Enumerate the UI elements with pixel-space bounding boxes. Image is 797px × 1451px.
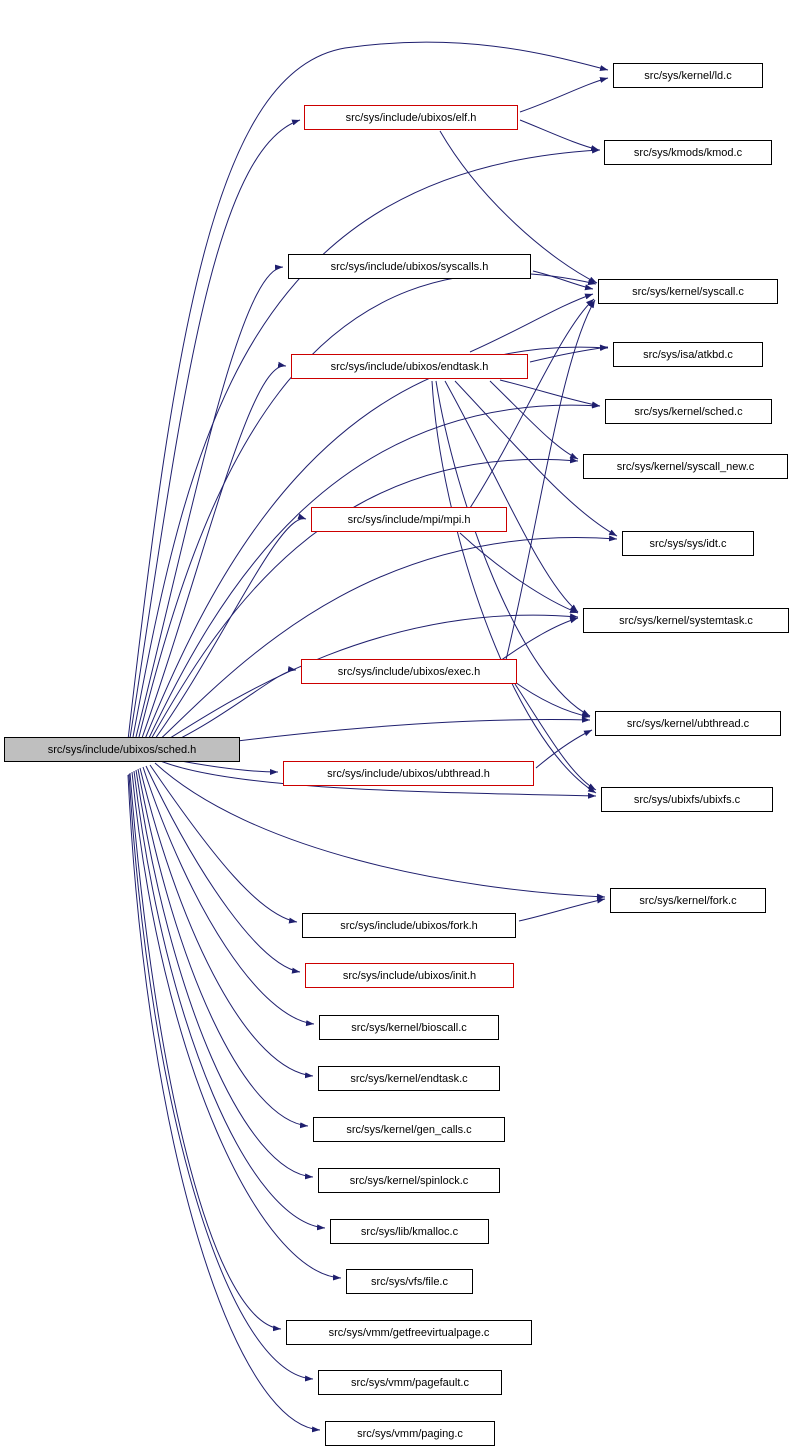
node-label: src/sys/include/ubixos/sched.h (47, 743, 197, 756)
node-label: src/sys/isa/atkbd.c (643, 348, 733, 361)
node-label: src/sys/vfs/file.c (370, 1275, 448, 1288)
node-label: src/sys/kernel/ld.c (644, 69, 732, 82)
node-file-c[interactable] (346, 1269, 473, 1294)
node-label: src/sys/vmm/getfreevirtualpage.c (328, 1326, 490, 1339)
node-label: src/sys/kernel/endtask.c (350, 1072, 468, 1085)
node-exec-h[interactable] (301, 659, 517, 684)
node-sched-c[interactable] (605, 399, 772, 424)
node-elf-h[interactable] (304, 105, 518, 130)
node-spinlock-c[interactable] (318, 1168, 500, 1193)
node-label: src/sys/ubixfs/ubixfs.c (633, 793, 741, 806)
node-fork-h[interactable] (302, 913, 516, 938)
node-label: src/sys/lib/kmalloc.c (360, 1225, 459, 1238)
node-label: src/sys/include/ubixos/exec.h (337, 665, 481, 678)
node-label: src/sys/kernel/sched.c (634, 405, 743, 418)
node-label: src/sys/vmm/paging.c (357, 1427, 463, 1440)
node-label: src/sys/include/ubixos/fork.h (340, 919, 478, 932)
node-mpi-h[interactable] (311, 507, 507, 532)
node-ubthread-c[interactable] (595, 711, 781, 736)
node-syscall-c[interactable] (598, 279, 778, 304)
node-init-h[interactable] (305, 963, 514, 988)
node-kmalloc-c[interactable] (330, 1219, 489, 1244)
node-paging-c[interactable] (325, 1421, 495, 1446)
node-label: src/sys/kernel/syscall.c (632, 285, 744, 298)
node-label: src/sys/vmm/pagefault.c (351, 1376, 469, 1389)
node-bioscall-c[interactable] (319, 1015, 499, 1040)
node-sched-h[interactable] (4, 737, 240, 762)
node-label: src/sys/include/ubixos/ubthread.h (327, 767, 490, 780)
node-label: src/sys/kernel/ubthread.c (626, 717, 750, 730)
node-label: src/sys/kernel/fork.c (639, 894, 737, 907)
node-pagefault-c[interactable] (318, 1370, 502, 1395)
node-label: src/sys/include/ubixos/syscalls.h (330, 260, 489, 273)
node-label: src/sys/kernel/gen_calls.c (346, 1123, 472, 1136)
node-label: src/sys/include/ubixos/endtask.h (330, 360, 489, 373)
node-endtask-h[interactable] (291, 354, 528, 379)
node-systemtask-c[interactable] (583, 608, 789, 633)
node-gen-calls-c[interactable] (313, 1117, 505, 1142)
node-label: src/sys/kernel/syscall_new.c (616, 460, 755, 473)
node-label: src/sys/kernel/bioscall.c (351, 1021, 467, 1034)
node-label: src/sys/sys/idt.c (649, 537, 727, 550)
node-ubixfs-c[interactable] (601, 787, 773, 812)
node-label: src/sys/kernel/systemtask.c (619, 614, 753, 627)
node-syscall-new-c[interactable] (583, 454, 788, 479)
node-idt-c[interactable] (622, 531, 754, 556)
node-label: src/sys/kmods/kmod.c (633, 146, 743, 159)
node-ubthread-h[interactable] (283, 761, 534, 786)
node-label: src/sys/kernel/spinlock.c (349, 1174, 469, 1187)
node-getfreevirtualpage-c[interactable] (286, 1320, 532, 1345)
node-ld-c[interactable] (613, 63, 763, 88)
node-syscalls-h[interactable] (288, 254, 531, 279)
node-label: src/sys/include/ubixos/init.h (342, 969, 477, 982)
node-atkbd-c[interactable] (613, 342, 763, 367)
node-label: src/sys/include/mpi/mpi.h (347, 513, 471, 526)
node-fork-c[interactable] (610, 888, 766, 913)
node-kmod-c[interactable] (604, 140, 772, 165)
node-endtask-c[interactable] (318, 1066, 500, 1091)
node-label: src/sys/include/ubixos/elf.h (345, 111, 477, 124)
